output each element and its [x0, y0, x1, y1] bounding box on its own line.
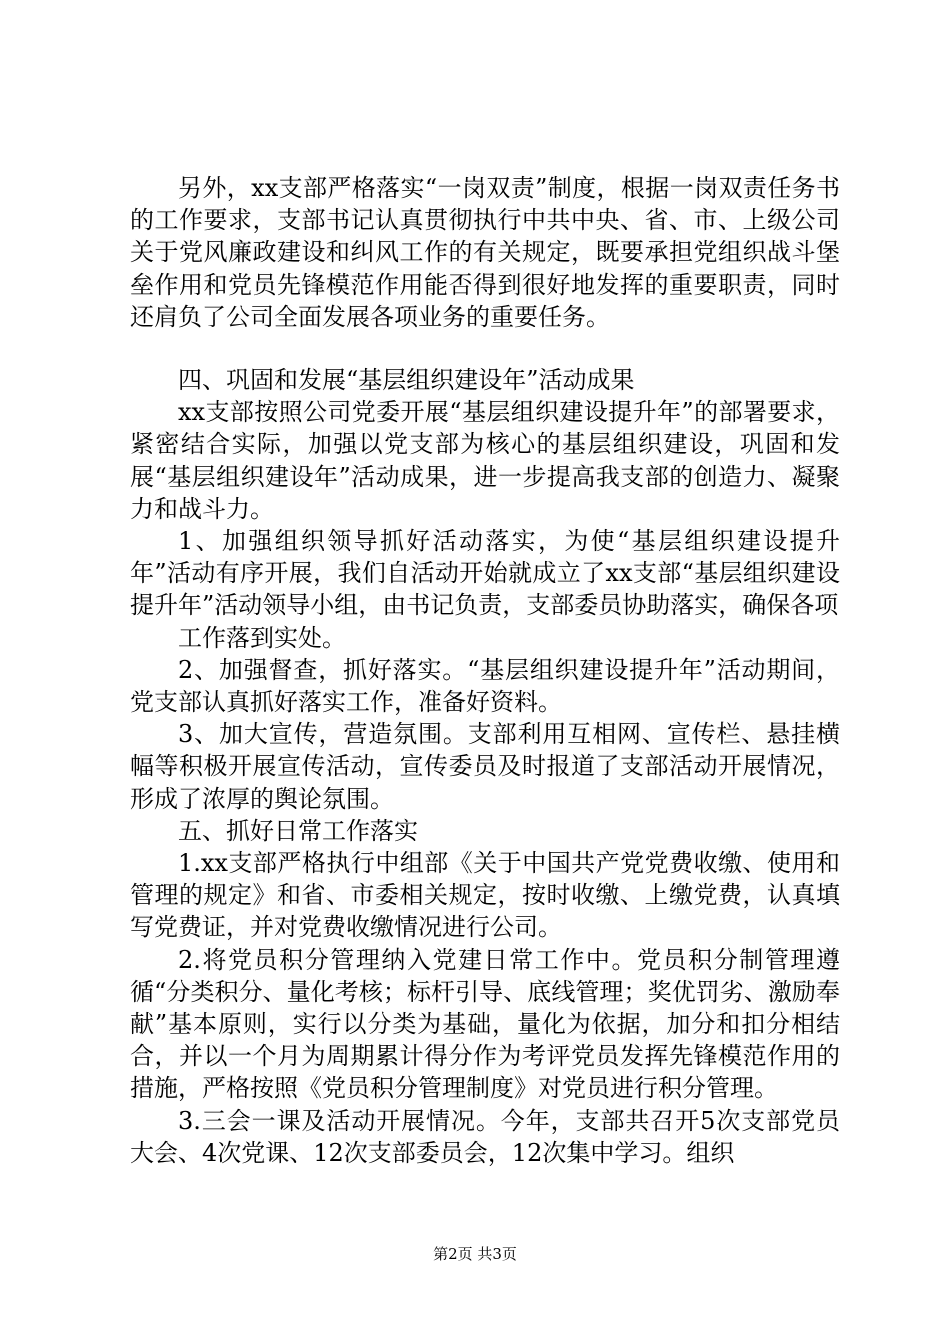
- section-heading-four: 四、巩固和发展“基层组织建设年”活动成果: [178, 366, 635, 395]
- section-heading-five: 五、抓好日常工作落实: [178, 816, 418, 845]
- page-footer: 第2页 共3页: [433, 1245, 517, 1263]
- paragraph-responsibility: 另外，xx支部严格落实“一岗双责”制度，根据一岗双责任务书的工作要求，支部书记认真贯彻执行中共中央、省、市、上级公司关于党风廉政建设和纠风工作的有关规定，既要承担党组织战斗堡垒作用和党员先锋模范作用能否得到很好地发挥的重要职责，同时还肩负了公司全面发展各项业务的重要任务。: [130, 174, 840, 331]
- paragraph-branch-deployment: xx支部按照公司党委开展“基层组织建设提升年”的部署要求，紧密结合实际，加强以党支部为核心的基层组织建设，巩固和发展“基层组织建设年”活动成果，进一步提高我支部的创造力、凝聚力和战斗力。: [130, 398, 840, 523]
- paragraph-item-2-supervision: 2、加强督查，抓好落实。“基层组织建设提升年”活动期间，党支部认真抓好落实工作，准备好资料。: [130, 655, 840, 717]
- document-body: [130, 172, 840, 1169]
- paragraph-point-1-party-dues: 1.xx支部严格执行中组部《关于中国共产党党费收缴、使用和管理的规定》和省、市委相关规定，按时收缴、上缴党费，认真填写党费证，并对党费收缴情况进行公司。: [130, 849, 840, 942]
- paragraph-item-1-leadership: 1、加强组织领导抓好活动落实，为使“基层组织建设提升年”活动有序开展，我们自活动开始就成立了xx支部“基层组织建设提升年”活动领导小组，由书记负责，支部委员协助落实，确保各项: [130, 527, 840, 620]
- paragraph-item-3-publicity: 3、加大宣传，营造氛围。支部利用互相网、宣传栏、悬挂横幅等积极开展宣传活动，宣传委员及时报道了支部活动开展情况，形成了浓厚的舆论氛围。: [130, 720, 840, 813]
- paragraph-point-2-points-management: 2.将党员积分管理纳入党建日常工作中。党员积分制管理遵循“分类积分、量化考核；标杆引导、底线管理；奖优罚劣、激励奉献”基本原则，实行以分类为基础，量化为依据，加分和扣分相结合，并以一个月为周期累计得分作为考评党员发挥先锋模范作用的措施，严格按照《党员积分管理制度》对党员进行积分管理。: [130, 945, 840, 1103]
- paragraph-item-1-continuation: 工作落到实处。: [178, 623, 346, 652]
- paragraph-point-3-meetings: 3.三会一课及活动开展情况。今年，支部共召开5次支部党员大会、4次党课、12次支部委员会，12次集中学习。组织: [130, 1106, 840, 1167]
